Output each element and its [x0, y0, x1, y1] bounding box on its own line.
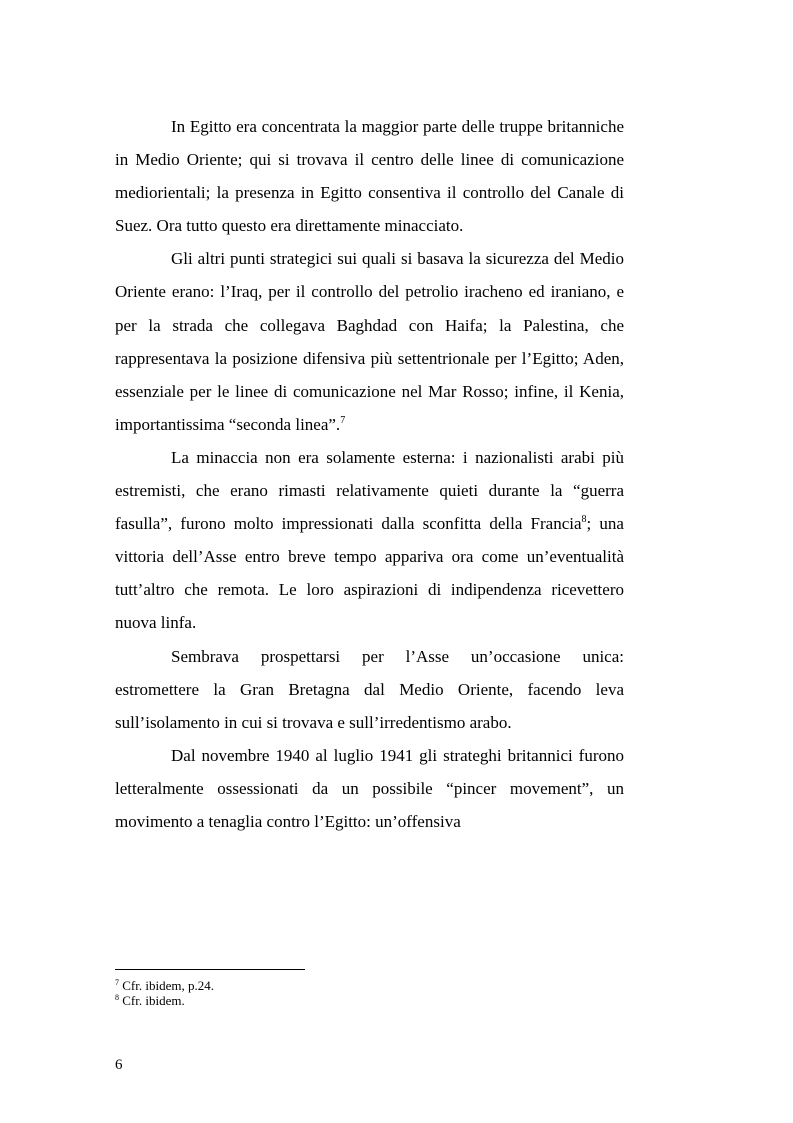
- paragraph-1: [115, 110, 624, 242]
- paragraph-5-text: Dal novembre 1940 al luglio 1941 gli strateghi britannici furono letteralmente ossessionati da un possibile “pincer movement”, un movimento a tenaglia contro l’Egitto: un’offensiva: [115, 745, 624, 831]
- paragraph-4: [115, 640, 624, 739]
- body-text: [115, 110, 624, 838]
- paragraph-3-text-a: La minaccia non era solamente esterna: i nazionalisti arabi più estremisti, che erano rimasti relativamente quieti durante la “guerra fasulla”, furono molto impressionati dalla sconfitta della Francia: [115, 447, 624, 534]
- paragraph-3-text-b: ; una vittoria dell’Asse entro breve tempo appariva ora come un’eventualità tutt’altro che remota. Le loro aspirazioni di indipendenza ricevettero nuova linfa.: [115, 514, 624, 633]
- footnote-text: Cfr. ibidem, p.24.: [122, 978, 214, 993]
- footnote-number: 7: [115, 978, 119, 987]
- paragraph-2-text: Gli altri punti strategici sui quali si basava la sicurezza del Medio Oriente erano: l’Iraq, per il controllo del petrolio iracheno ed iraniano, e per la strada che collegava Baghdad con Haifa; la Palestina, che rappresentava la posizione difensiva più settentrionale per l’Egitto; Aden, essenziale per le linee di comunicazione nel Mar Rosso; infine, il Kenia, importantissima “seconda linea”.: [115, 249, 624, 434]
- footnote-text: Cfr. ibidem.: [122, 993, 185, 1008]
- footnote-8: [115, 993, 624, 1008]
- page-number: 6: [115, 1057, 123, 1073]
- footnote-7: [115, 978, 624, 993]
- footnote-separator: [115, 969, 305, 970]
- paragraph-5: [115, 739, 624, 838]
- footnote-number: 8: [115, 993, 119, 1002]
- footnote-ref-7[interactable]: 7: [340, 414, 346, 426]
- footnote-ref-8[interactable]: 8: [581, 514, 587, 526]
- footnotes: [115, 978, 624, 1008]
- paragraph-1-text: In Egitto era concentrata la maggior parte delle truppe britanniche in Medio Oriente; qui si trovava il centro delle linee di comunicazione mediorientali; la presenza in Egitto consentiva il controllo del Canale di Suez. Ora tutto questo era direttamente minacciato.: [115, 117, 624, 236]
- paragraph-3: [115, 441, 624, 640]
- paragraph-2: [115, 242, 624, 441]
- paragraph-4-text: Sembrava prospettarsi per l’Asse un’occasione unica: estromettere la Gran Bretagna dal Medio Oriente, facendo leva sull’isolamento in cui si trovava e sull’irredentismo arabo.: [115, 646, 624, 732]
